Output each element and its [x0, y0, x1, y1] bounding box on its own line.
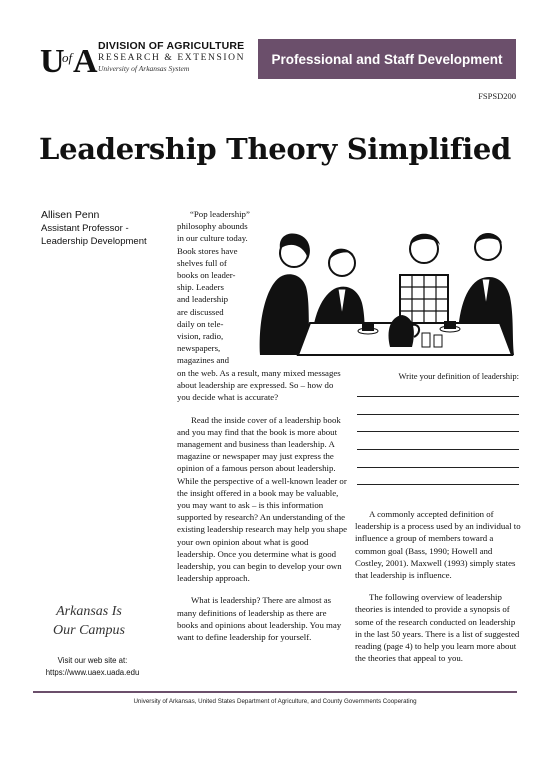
intro-line: magazines and — [177, 355, 230, 366]
author-name: Allisen Penn — [41, 209, 100, 221]
logo-division: DIVISION OF AGRICULTURE — [98, 40, 245, 52]
logo-university: University of Arkansas System — [98, 64, 190, 73]
intro-line: vision, radio, — [177, 331, 224, 342]
intro-line: daily on tele- — [177, 318, 224, 329]
write-line — [357, 484, 519, 485]
write-line — [357, 396, 519, 397]
intro-line: in our culture today. — [177, 233, 248, 244]
paragraph-intro-end: on the web. As a result, many mixed messages about leadership are expressed. So – how do you decide what is accurate? — [177, 368, 341, 403]
campus-line1: Arkansas Is — [56, 604, 122, 619]
write-line — [357, 467, 519, 468]
intro-line: shelves full of — [177, 257, 227, 268]
author-block — [41, 208, 147, 248]
campus-line2: Our Campus — [53, 623, 125, 638]
uofa-logo-icon — [40, 42, 100, 76]
footer-divider — [33, 691, 517, 693]
intro-line: books on leader- — [177, 270, 236, 281]
website-label: Visit our web site at: — [57, 656, 128, 665]
write-line — [357, 431, 519, 432]
logo-text — [98, 41, 245, 73]
logo-research: RESEARCH & EXTENSION — [98, 52, 246, 63]
svg-text:A: A — [73, 43, 98, 76]
website-link[interactable]: https://www.uaex.uada.edu — [45, 667, 140, 677]
intro-line: philosophy abounds — [177, 221, 248, 232]
document-code: FSPSD200 — [478, 91, 516, 101]
middle-column — [177, 367, 347, 643]
intro-line: and leadership — [177, 294, 229, 305]
header-banner: Professional and Staff Development — [258, 39, 516, 79]
page-title: Leadership Theory Simplified — [39, 132, 511, 166]
website-block — [30, 655, 155, 678]
write-line — [357, 414, 519, 415]
write-definition-label: Write your definition of leadership: — [398, 371, 519, 381]
intro-line: “Pop leadership” — [190, 209, 250, 219]
paragraph-common-definition: A commonly accepted definition of leadership is a process used by an individual to influence a group of members toward a common goal (Bass, 1990; Howell and Costley, 2001). Maxwell (1993) simply states that leadership is influence. — [355, 509, 521, 581]
intro-line: newspapers, — [177, 343, 221, 354]
intro-line: Book stores have — [177, 245, 238, 256]
campus-slogan — [30, 602, 148, 640]
paragraph-overview: The following overview of leadership theories is intended to provide a synopsis of some of the research conducted on leadership in the last 50 years. There is a list of suggested reading (page 4) to help you learn more about the theories that appeal to you. — [355, 592, 520, 664]
svg-text:of: of — [62, 50, 73, 65]
author-title-line2: Leadership Development — [41, 236, 147, 247]
intro-line: are discussed — [177, 306, 224, 317]
intro-line: ship. Leaders — [177, 282, 224, 293]
footer-text: University of Arkansas, United States Department of Agriculture, and County Governments Cooperating — [133, 698, 417, 705]
svg-text:U: U — [40, 43, 65, 76]
write-line — [357, 449, 519, 450]
author-title-line1: Assistant Professor - — [41, 223, 129, 234]
meeting-illustration — [250, 205, 520, 365]
right-column — [355, 508, 521, 664]
write-definition-lines — [357, 396, 519, 502]
paragraph-definition: What is leadership? There are almost as many definitions of leadership as there are books and opinions about leadership. You may want to define leadership for yourself. — [177, 595, 342, 643]
paragraph-research: Read the inside cover of a leadership book and you may find that the book is more about management and business than leadership. A magazine or newspaper may just express the opinion of a famous person about leadership. While the perspective of a well-known leader or the insight offered in a book may be valuable, you may want to ask – is this information supported by research? An understanding of the existing leadership research may help you shape your own opinion about what is good leadership. Once you determine what is good leadership, you can begin to develop your own leadership approach. — [177, 414, 348, 584]
